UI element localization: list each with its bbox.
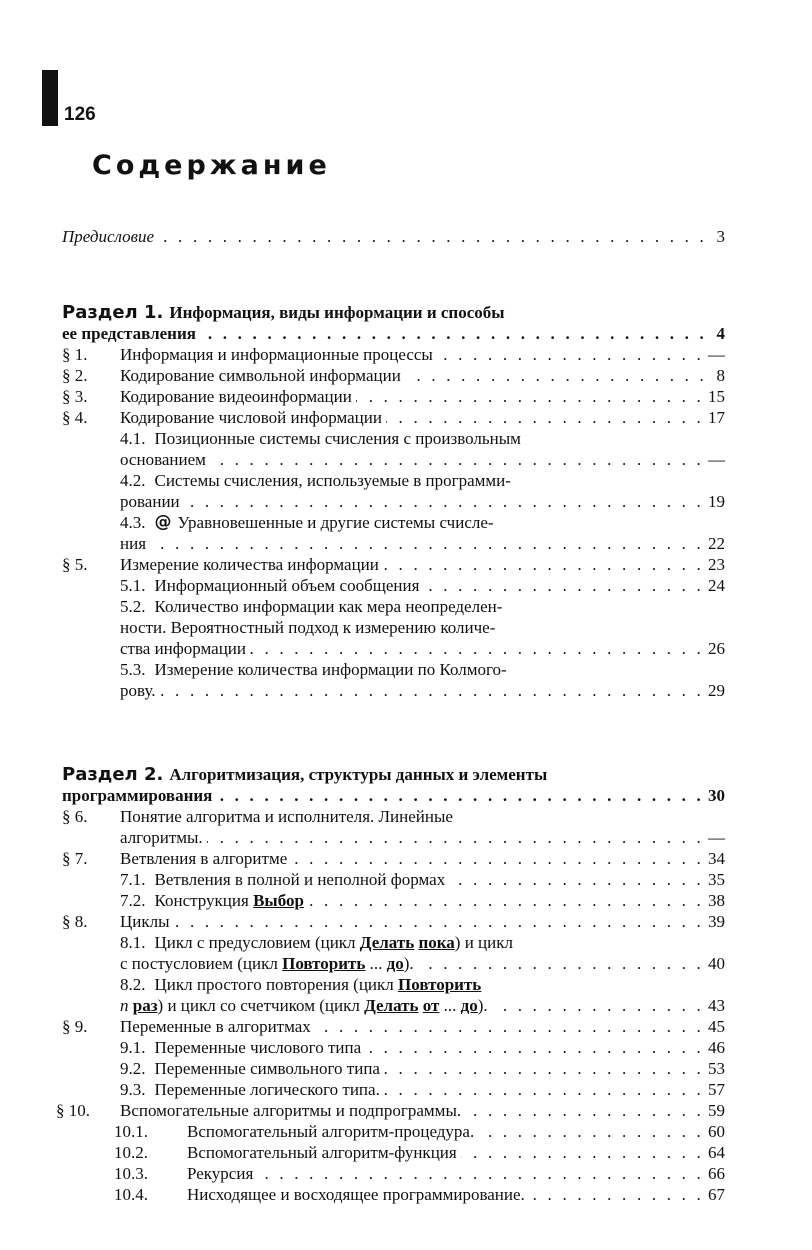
page-ref: 15 xyxy=(708,387,725,406)
section-label: Раздел 2. xyxy=(62,764,164,785)
entry-number: 9.3. xyxy=(120,1080,146,1099)
toc-entry-line xyxy=(56,1100,725,1121)
keyword: Повторить xyxy=(398,975,482,994)
toc-entry[interactable] xyxy=(62,1016,725,1037)
entry-text xyxy=(120,1016,311,1037)
keyword: Повторить xyxy=(282,954,366,973)
entry-text xyxy=(155,1079,380,1100)
keyword: Делать xyxy=(364,996,419,1015)
toc-entry[interactable] xyxy=(62,911,725,932)
entry-text-part: ). xyxy=(403,954,414,973)
toc-section-2 xyxy=(56,764,725,1205)
page-ref: 40 xyxy=(708,954,725,973)
entry-text xyxy=(155,932,513,953)
page-ref: 66 xyxy=(708,1164,725,1183)
toc-entry[interactable] xyxy=(62,869,725,890)
toc-entry[interactable] xyxy=(62,659,725,701)
toc-entry-line xyxy=(62,407,725,428)
entry-number: 5.3. xyxy=(120,660,146,679)
toc-entry-line xyxy=(62,1163,725,1184)
toc-entry[interactable] xyxy=(62,1058,725,1079)
section-title: Алгоритмизация, структуры данных и элементы xyxy=(169,765,548,784)
dot-leader xyxy=(356,386,704,407)
page-ref: 24 xyxy=(708,576,725,595)
dot-leader xyxy=(365,1037,704,1058)
entry-text-part: Измерение количества информации xyxy=(120,555,379,574)
toc-entry[interactable] xyxy=(62,932,725,974)
toc-entry[interactable] xyxy=(62,974,725,1016)
entry-text-part: Цикл с предусловием (цикл xyxy=(154,933,360,952)
entry-number: 4.3. xyxy=(120,513,146,532)
entry-text-part: Позиционные системы счисления с произвольным xyxy=(154,429,521,448)
entry-text-part: ства информации xyxy=(120,639,247,658)
keyword: до xyxy=(386,954,404,973)
dot-leader xyxy=(207,827,704,848)
keyword: от xyxy=(422,996,440,1015)
page-ref: 30 xyxy=(708,786,725,805)
section-title: Информация, виды информации и способы xyxy=(169,303,505,322)
entry-number: 7.2. xyxy=(120,891,146,910)
page-ref: — xyxy=(708,450,725,469)
toc-entry-line xyxy=(62,554,725,575)
toc-entry-line xyxy=(62,365,725,386)
section-label: Раздел 1. xyxy=(62,302,164,323)
dot-leader xyxy=(158,226,707,247)
entry-text-part: Рекурсия xyxy=(187,1164,254,1183)
chapter-marker-bar xyxy=(42,70,58,126)
entry-number: § 1. xyxy=(62,345,88,364)
entry-text-part: ния xyxy=(120,534,147,553)
dot-leader xyxy=(386,407,704,428)
entry-number: 8.1. xyxy=(120,933,146,952)
toc-entry[interactable] xyxy=(62,554,725,575)
toc-entry[interactable] xyxy=(62,512,725,554)
page-ref: 3 xyxy=(716,227,725,246)
page-ref: 38 xyxy=(708,891,725,910)
toc-entry-line xyxy=(62,806,725,827)
toc-entry-line xyxy=(62,344,725,365)
entry-text-part: Циклы xyxy=(120,912,170,931)
entry-text-part: с постусловием (цикл xyxy=(120,954,283,973)
entry-text-part: Количество информации как мера неопределен- xyxy=(154,597,503,616)
toc-entry[interactable] xyxy=(62,1163,725,1184)
page-ref: 29 xyxy=(708,681,725,700)
entry-text xyxy=(187,1142,457,1163)
entry-number: § 4. xyxy=(62,408,88,427)
entry-text-part: ... xyxy=(365,954,387,973)
dot-leader xyxy=(210,449,704,470)
page-ref: 60 xyxy=(708,1122,725,1141)
toc-entry[interactable] xyxy=(62,575,725,596)
entry-text-part: алгоритмы. xyxy=(120,828,203,847)
dot-leader xyxy=(423,575,704,596)
toc-entry-line xyxy=(62,428,725,449)
dot-leader xyxy=(308,890,704,911)
page-ref: 17 xyxy=(708,408,725,427)
entry-text xyxy=(120,365,401,386)
entry-text xyxy=(120,911,170,932)
page-ref: 35 xyxy=(708,870,725,889)
toc-entry[interactable] xyxy=(62,596,725,659)
entry-number: § 9. xyxy=(62,1017,88,1036)
toc-entry-line xyxy=(62,1121,725,1142)
entry-number: 10.1. xyxy=(114,1122,148,1141)
toc-entry[interactable] xyxy=(62,407,725,428)
entry-text-part: Вспомогательные алгоритмы и подпрограммы. xyxy=(120,1101,462,1120)
toc-entry-line xyxy=(62,470,725,491)
entry-text xyxy=(120,995,488,1016)
entry-text-part: рову. xyxy=(120,681,156,700)
keyword: Делать xyxy=(359,933,415,952)
entry-text xyxy=(155,890,304,911)
page-ref: 23 xyxy=(708,555,725,574)
entry-text xyxy=(120,806,453,827)
entry-text xyxy=(155,596,503,617)
dot-leader xyxy=(160,680,705,701)
entry-text xyxy=(187,1163,253,1184)
toc-entry-line xyxy=(62,386,725,407)
toc-entry-line xyxy=(62,680,725,701)
entry-text-part: Системы счисления, используемые в программи- xyxy=(154,471,511,490)
entry-text xyxy=(155,974,482,995)
entry-number: § 6. xyxy=(62,807,88,826)
entry-number: § 2. xyxy=(62,366,88,385)
toc-entry[interactable] xyxy=(62,344,725,365)
toc-entry-line xyxy=(62,974,725,995)
entry-text-part: Кодирование символьной информации xyxy=(120,366,401,385)
keyword: до xyxy=(460,996,478,1015)
page-ref: 67 xyxy=(708,1185,725,1204)
toc-entry-line xyxy=(62,1058,725,1079)
entry-text xyxy=(120,617,495,638)
toc-entry[interactable] xyxy=(62,386,725,407)
toc-entry-line xyxy=(62,848,725,869)
toc-entry-line xyxy=(62,827,725,848)
page-ref: — xyxy=(708,828,725,847)
entry-number: 10.4. xyxy=(114,1185,148,1204)
entry-text-part: Информация и информационные процессы xyxy=(120,345,433,364)
page-ref: 57 xyxy=(708,1080,725,1099)
entry-number: § 5. xyxy=(62,555,88,574)
dot-leader xyxy=(200,323,707,344)
entry-text-part: ровании xyxy=(120,492,180,511)
entry-number: 9.2. xyxy=(120,1059,146,1078)
section-heading-line[interactable] xyxy=(62,764,725,785)
dot-leader xyxy=(418,953,704,974)
dot-leader xyxy=(250,638,704,659)
entry-text xyxy=(120,554,379,575)
preface-title: Предисловие xyxy=(62,227,155,246)
dot-leader xyxy=(383,554,704,575)
entry-number: § 3. xyxy=(62,387,88,406)
page-title: Содержание xyxy=(92,150,331,181)
toc-entry[interactable] xyxy=(62,1142,725,1163)
entry-text xyxy=(155,1058,380,1079)
dot-leader xyxy=(478,1121,704,1142)
entry-text xyxy=(187,1184,525,1205)
entry-number: 8.2. xyxy=(120,975,146,994)
entry-number: 10.3. xyxy=(114,1164,148,1183)
dot-leader xyxy=(384,1058,704,1079)
dot-leader xyxy=(184,491,704,512)
section-heading-line[interactable] xyxy=(62,785,725,806)
toc-entry-line xyxy=(62,617,725,638)
entry-text xyxy=(178,512,494,533)
toc-entry-line xyxy=(62,1184,725,1205)
toc-entry[interactable] xyxy=(62,470,725,512)
dot-leader xyxy=(315,1016,704,1037)
toc-entry[interactable] xyxy=(62,1079,725,1100)
dot-leader xyxy=(465,1100,704,1121)
entry-text xyxy=(155,869,446,890)
entry-text-part: ). xyxy=(477,996,488,1015)
entry-number: 9.1. xyxy=(120,1038,146,1057)
toc-entry-line xyxy=(62,869,725,890)
variable: n xyxy=(120,996,129,1015)
toc-entry-line xyxy=(62,596,725,617)
entry-number: 4.2. xyxy=(120,471,146,490)
toc-section-1 xyxy=(62,302,725,701)
entry-number: § 10. xyxy=(56,1101,90,1120)
entry-text xyxy=(120,344,433,365)
entry-text-part: ) и цикл со счетчиком (цикл xyxy=(157,996,365,1015)
page-ref: 43 xyxy=(708,996,725,1015)
entry-text xyxy=(155,575,420,596)
toc-entry-line xyxy=(62,1016,725,1037)
entry-text-part: Нисходящее и восходящее программирование. xyxy=(187,1185,525,1204)
page-ref: 59 xyxy=(708,1101,725,1120)
dot-leader xyxy=(257,1163,704,1184)
entry-text-part: Переменные логического типа. xyxy=(154,1080,380,1099)
dot-leader xyxy=(384,1079,704,1100)
entry-text-part: Конструкция xyxy=(154,891,254,910)
page-ref: 64 xyxy=(708,1143,725,1162)
toc-preface[interactable] xyxy=(62,226,725,247)
entry-text xyxy=(120,827,203,848)
entry-number: 4.1. xyxy=(120,429,146,448)
toc-entry-line xyxy=(62,995,725,1016)
entry-text-part: ... xyxy=(439,996,461,1015)
entry-text xyxy=(120,491,180,512)
toc-entry-line xyxy=(62,533,725,554)
entry-text xyxy=(120,449,206,470)
toc-entry[interactable] xyxy=(62,365,725,386)
toc-entry-line xyxy=(62,512,725,533)
toc-entry-line xyxy=(62,1079,725,1100)
page-ref: — xyxy=(708,345,725,364)
page-ref: 19 xyxy=(708,492,725,511)
entry-number: 5.1. xyxy=(120,576,146,595)
dot-leader xyxy=(216,785,704,806)
dot-leader xyxy=(492,995,704,1016)
page-ref: 22 xyxy=(708,534,725,553)
toc-entry-line xyxy=(62,1142,725,1163)
entry-text-part: Уравновешенные и другие системы счисле- xyxy=(177,513,494,532)
toc-entry-line xyxy=(62,575,725,596)
section-heading-line[interactable] xyxy=(62,302,725,323)
page-ref: 39 xyxy=(708,912,725,931)
entry-text xyxy=(155,470,511,491)
toc-entry-line xyxy=(62,911,725,932)
entry-text xyxy=(120,1100,461,1121)
toc-entry[interactable] xyxy=(62,1121,725,1142)
page-ref: 46 xyxy=(708,1038,725,1057)
entry-text xyxy=(120,680,156,701)
section-heading-line[interactable] xyxy=(62,323,725,344)
toc-entry[interactable] xyxy=(62,848,725,869)
entry-text-part: ) и цикл xyxy=(454,933,513,952)
entry-text xyxy=(187,1121,474,1142)
entry-number: § 8. xyxy=(62,912,88,931)
dot-leader xyxy=(449,869,704,890)
toc-entry-line xyxy=(62,449,725,470)
toc-entry-line xyxy=(62,638,725,659)
entry-text-part: Ветвления в полной и неполной формах xyxy=(154,870,446,889)
dot-leader xyxy=(150,533,704,554)
entry-text xyxy=(155,1037,362,1058)
entry-text xyxy=(120,386,352,407)
entry-text-part: Информационный объем сообщения xyxy=(154,576,420,595)
entry-text xyxy=(155,428,521,449)
entry-text-part: Переменные символьного типа xyxy=(154,1059,380,1078)
toc-entry[interactable] xyxy=(62,890,725,911)
entry-text xyxy=(120,533,146,554)
entry-text-part: основанием xyxy=(120,450,206,469)
entry-text xyxy=(120,953,414,974)
keyword: раз xyxy=(132,996,158,1015)
section-title: ее представления xyxy=(62,324,196,343)
page-ref: 4 xyxy=(716,324,725,343)
toc-entry[interactable] xyxy=(62,1184,725,1205)
toc-entry[interactable] xyxy=(56,1100,725,1121)
toc-entry-line xyxy=(62,659,725,680)
toc-entry-line xyxy=(62,932,725,953)
entry-text-part: ности. Вероятностный подход к измерению количе- xyxy=(120,618,496,637)
toc-entry[interactable] xyxy=(62,806,725,848)
entry-text-part: Кодирование видеоинформации xyxy=(120,387,352,406)
dot-leader xyxy=(405,365,707,386)
section-title: программирования xyxy=(62,786,213,805)
toc-entry-line xyxy=(62,890,725,911)
spiral-icon: @ xyxy=(154,512,172,532)
keyword: Выбор xyxy=(253,891,304,910)
toc-entry[interactable] xyxy=(62,1037,725,1058)
entry-number: 5.2. xyxy=(120,597,146,616)
entry-text-part: Ветвления в алгоритме xyxy=(120,849,288,868)
dot-leader xyxy=(291,848,704,869)
dot-leader xyxy=(529,1184,704,1205)
entry-text xyxy=(120,638,246,659)
page-number: 126 xyxy=(64,104,96,125)
entry-number: § 7. xyxy=(62,849,88,868)
page-ref: 26 xyxy=(708,639,725,658)
page-ref: 34 xyxy=(708,849,725,868)
dot-leader xyxy=(174,911,704,932)
entry-text xyxy=(120,407,382,428)
toc-entry[interactable] xyxy=(62,428,725,470)
entry-text-part: Переменные числового типа xyxy=(154,1038,362,1057)
entry-text xyxy=(155,659,507,680)
entry-number: 7.1. xyxy=(120,870,146,889)
page-ref: 53 xyxy=(708,1059,725,1078)
keyword: пока xyxy=(418,933,455,952)
entry-text-part: Кодирование числовой информации xyxy=(120,408,382,427)
entry-text-part: Понятие алгоритма и исполнителя. Линейные xyxy=(120,807,453,826)
entry-number: 10.2. xyxy=(114,1143,148,1162)
page-ref: 8 xyxy=(716,366,725,385)
entry-text-part: Цикл простого повторения (цикл xyxy=(154,975,399,994)
dot-leader xyxy=(437,344,704,365)
toc-entry-line xyxy=(62,953,725,974)
dot-leader xyxy=(461,1142,704,1163)
toc-entry-line xyxy=(62,1037,725,1058)
entry-text-part: Измерение количества информации по Колмого- xyxy=(154,660,507,679)
entry-text-part: Вспомогательный алгоритм-функция xyxy=(187,1143,457,1162)
entry-text-part: Вспомогательный алгоритм-процедура. xyxy=(187,1122,475,1141)
entry-text-part: Переменные в алгоритмах xyxy=(120,1017,311,1036)
toc-entry-line xyxy=(62,491,725,512)
entry-text xyxy=(120,848,287,869)
page-ref: 45 xyxy=(708,1017,725,1036)
